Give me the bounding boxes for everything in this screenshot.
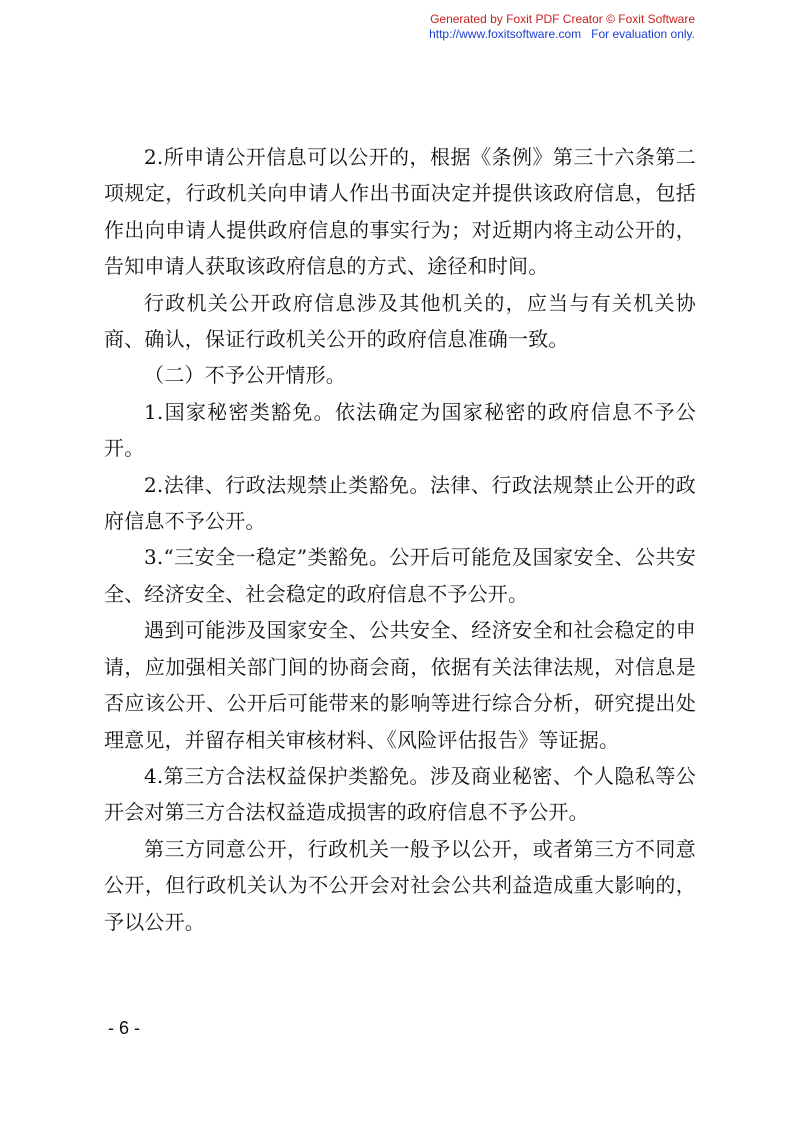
watermark-link[interactable]: http://www.foxitsoftware.com <box>429 27 582 41</box>
paragraph-state-secrets: 1.国家秘密类豁免。依法确定为国家秘密的政府信息不予公开。 <box>104 399 696 461</box>
page-number: - 6 - <box>108 1018 141 1038</box>
paragraph-inter-agency: 行政机关公开政府信息涉及其他机关的，应当与有关机关协商、确认，保证行政机关公开的政府信息准确一致。 <box>104 290 696 352</box>
watermark-evaluation-note: For evaluation only. <box>591 27 695 41</box>
paragraph-three-security-one-stability: 3.“三安全一稳定”类豁免。公开后可能危及国家安全、公共安全、经济安全、社会稳定的政府信息不予公开。 <box>104 545 696 606</box>
evaluation-watermark <box>429 12 695 42</box>
watermark-generator-text: Generated by Foxit PDF Creator © Foxit Software <box>430 12 695 26</box>
paragraph-risk-assessment: 遇到可能涉及国家安全、公共安全、经济安全和社会稳定的申请，应加强相关部门间的协商会商，依据有关法律法规，对信息是否应该公开、公开后可能带来的影响等进行综合分析，研究提出处理意见，并留存相关审核材料、《风险评估报告》等证据。 <box>104 618 696 752</box>
watermark-second-line <box>429 27 695 42</box>
paragraph-third-party-consent: 第三方同意公开，行政机关一般予以公开，或者第三方不同意公开，但行政机关认为不公开会对社会公共利益造成重大影响的，予以公开。 <box>104 836 696 934</box>
document-body <box>104 139 696 940</box>
paragraph-item-2-disclosable: 2.所申请公开信息可以公开的，根据《条例》第三十六条第二项规定，行政机关向申请人作出书面决定并提供该政府信息，包括作出向申请人提供政府信息的事实行为；对近期内将主动公开的，告知申请人获取该政府信息的方式、途径和时间。 <box>104 145 696 279</box>
section-heading-non-disclosure: （二）不予公开情形。 <box>144 363 346 388</box>
paragraph-third-party-rights: 4.第三方合法权益保护类豁免。涉及商业秘密、个人隐私等公开会对第三方合法权益造成损害的政府信息不予公开。 <box>104 763 696 825</box>
paragraph-legal-prohibition: 2.法律、行政法规禁止类豁免。法律、行政法规禁止公开的政府信息不予公开。 <box>104 472 696 534</box>
